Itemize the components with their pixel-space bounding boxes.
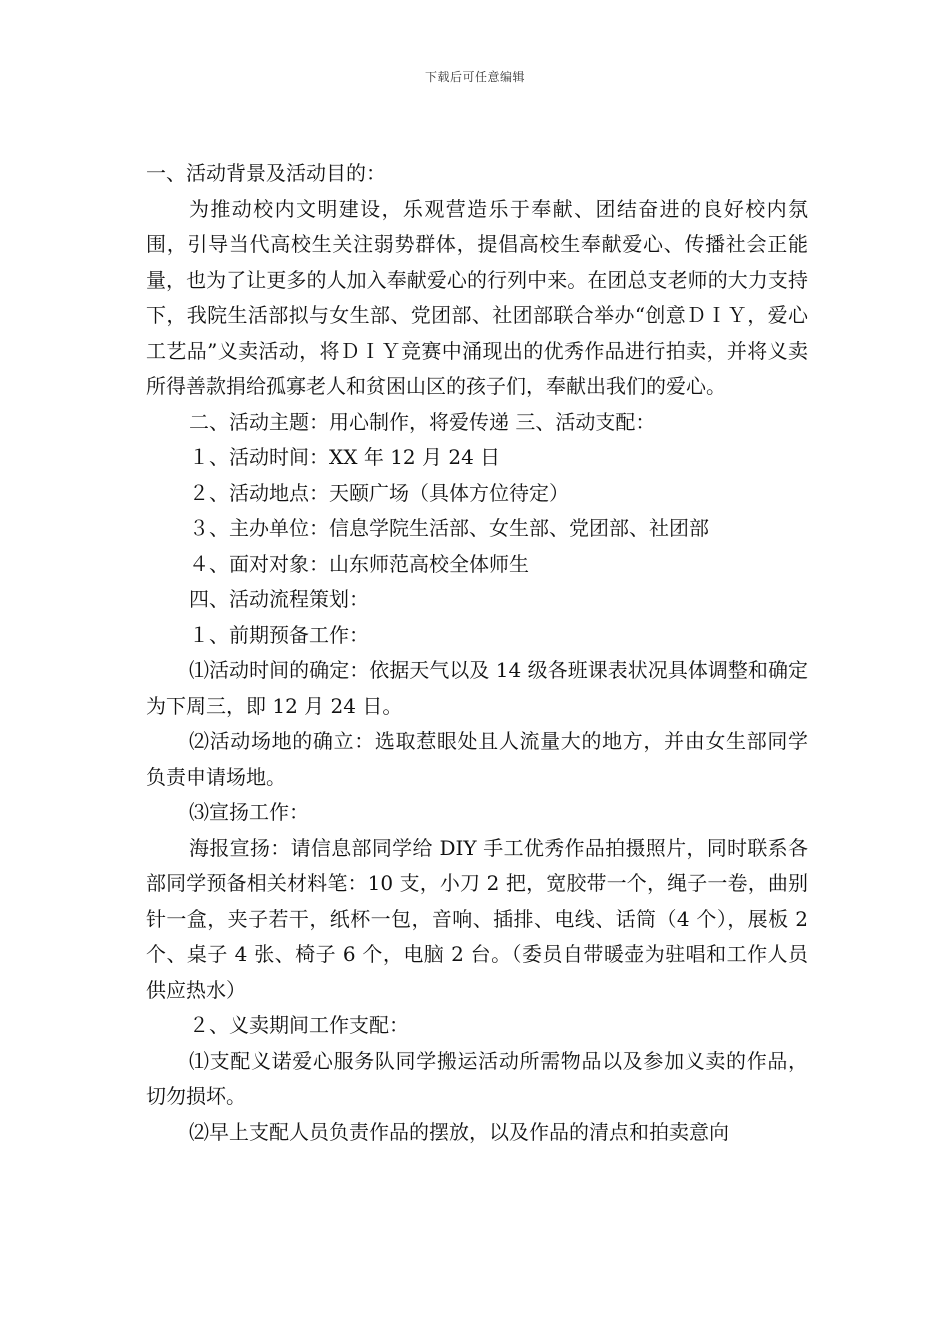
paragraph-publicity-heading: ⑶宣扬工作：	[189, 800, 309, 824]
list-item-time: １、活动时间：XX 年 12 月 24 日	[189, 445, 501, 469]
paragraph-venue: ⑵活动场地的确立：选取惹眼处且人流量大的地方，并由女生部同学负责申请场地。	[146, 729, 808, 789]
list-item-organizer: ３、主办单位：信息学院生活部、女生部、党团部、社团部	[189, 516, 709, 540]
list-item-audience: ４、面对对象：山东师范高校全体师生	[189, 551, 529, 576]
section-heading-background: 一、活动背景及活动目的：	[146, 161, 386, 185]
paragraph-time-decision: ⑴活动时间的确定：依据天气以及 14 级各班课表状况具体调整和确定为下周三，即 12 月 24 日。	[146, 658, 808, 718]
page-header-note: 下载后可任意编辑	[424, 70, 525, 84]
paragraph-background: 为推动校内文明建设，乐观营造乐于奉献、团结奋进的良好校内氛围，引导当代高校生关注弱势群体，提倡高校生奉献爱心、传播社会正能量，也为了让更多的人加入奉献爱心的行列中来。在团总支老师的大力支持下，我院生活部拟与女生部、党团部、社团部联合举办“创意ＤＩＹ，爱心工艺品”义卖活动，将ＤＩＹ竞赛中涌现出的优秀作品进行拍卖，并将义卖所得善款捐给孤寡老人和贫困山区的孩子们，奉献出我们的爱心。	[146, 196, 808, 398]
list-item-location: ２、活动地点：天颐广场（具体方位待定）	[189, 480, 569, 505]
paragraph-transport: ⑴支配义诺爱心服务队同学搬运活动所需物品以及参加义卖的作品，切勿损坏。	[146, 1048, 808, 1108]
document-body	[146, 156, 808, 1150]
subsection-heading-sale-period: ２、义卖期间工作支配：	[189, 1013, 409, 1037]
paragraph-arrangement: ⑵早上支配人员负责作品的摆放，以及作品的清点和拍卖意向	[189, 1119, 729, 1144]
section-heading-process: 四、活动流程策划：	[189, 587, 369, 611]
subsection-heading-preparation: １、前期预备工作：	[189, 622, 369, 647]
section-heading-theme: 二、活动主题：用心制作，将爱传递 三、活动支配：	[189, 409, 656, 434]
paragraph-poster-publicity: 海报宣扬：请信息部同学给 DIY 手工优秀作品拍摄照片，同时联系各部同学预备相关材料笔：10 支，小刀 2 把，宽胶带一个，绳子一卷，曲别针一盒，夹子若干，纸杯一包，音响、插排、电线、话筒（4 个），展板 2 个、桌子 4 张、椅子 6 个，电脑 2 台。（委员自带暖壶为驻唱和工作人员供应热水）	[146, 835, 808, 1002]
